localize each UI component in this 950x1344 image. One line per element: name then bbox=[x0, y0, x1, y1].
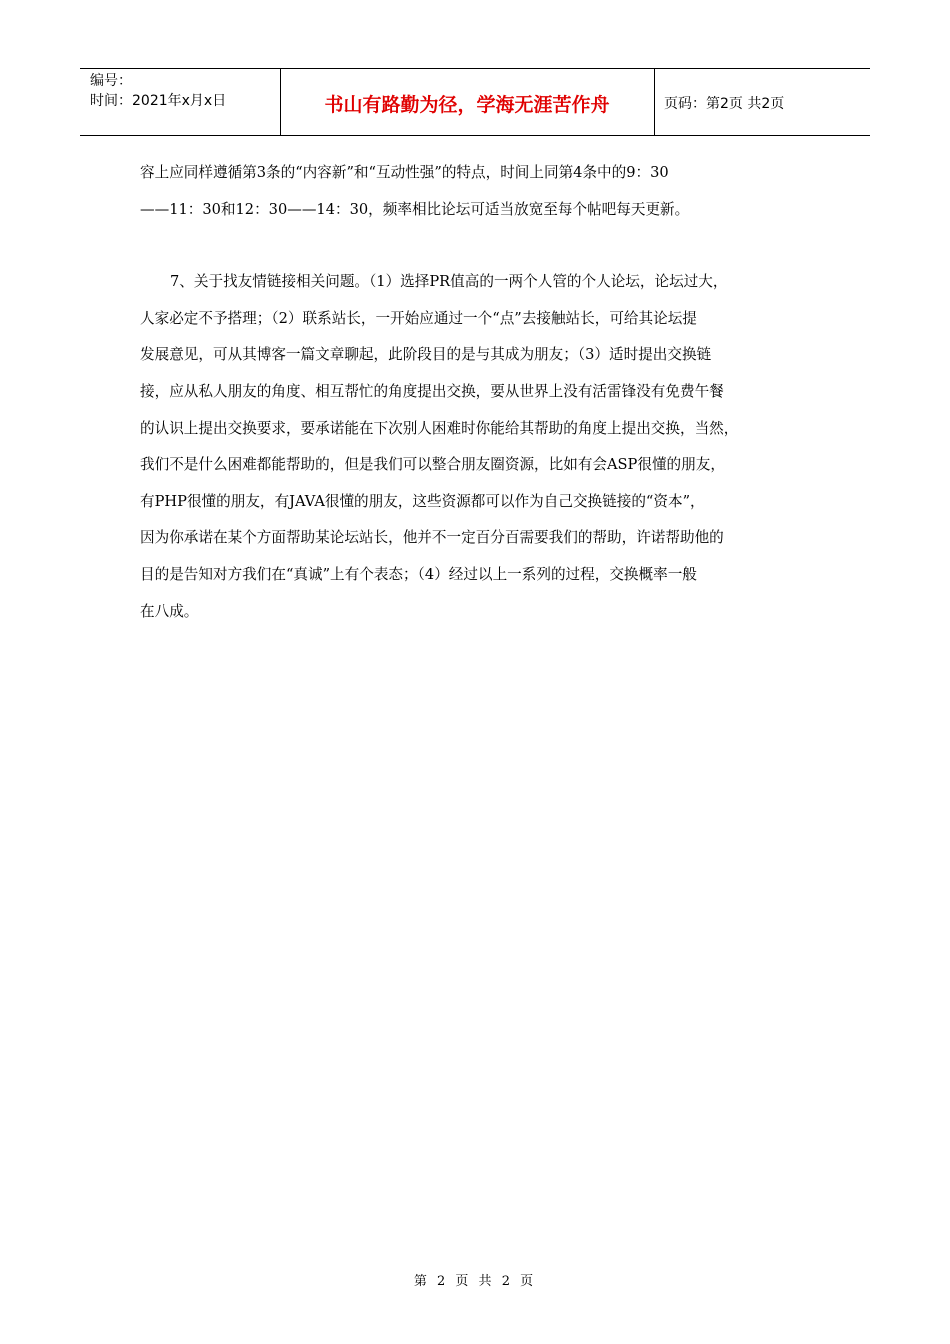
header-page-info: 页码：第2页 共2页 bbox=[664, 96, 785, 112]
text-line: 我们不是什么困难都能帮助的，但是我们可以整合朋友圈资源，比如有会ASP很懂的朋友， bbox=[140, 456, 725, 474]
header-meta bbox=[90, 71, 226, 111]
paragraph-continued bbox=[140, 155, 820, 228]
text-line: 发展意见，可从其博客一篇文章聊起，此阶段目的是与其成为朋友；（3）适时提出交换链 bbox=[140, 346, 712, 364]
text-line: 在八成。 bbox=[140, 602, 199, 620]
text-line: 7、关于找友情链接相关问题。（1）选择PR值高的一两个人管的个人论坛，论坛过大， bbox=[170, 273, 728, 291]
document-time-label: 时间：2021年x月x日 bbox=[90, 93, 227, 109]
document-body bbox=[140, 155, 820, 630]
text-line: 人家必定不予搭理；（2）联系站长，一开始应通过一个“点”去接触站长，可给其论坛提 bbox=[140, 309, 697, 327]
text-line: 容上应同样遵循第3条的“内容新”和“互动性强”的特点，时间上同第4条中的9：30 bbox=[140, 164, 669, 181]
paragraph-spacer bbox=[140, 228, 820, 264]
page-footer: 第 2 页 共 2 页 bbox=[413, 1274, 537, 1289]
header-divider-right bbox=[654, 69, 655, 135]
paragraph-friend-links bbox=[140, 264, 820, 630]
page-header bbox=[80, 68, 870, 136]
document-number-label: 编号： bbox=[90, 73, 132, 89]
text-line: ——11：30和12：30——14：30，频率相比论坛可适当放宽至每个帖吧每天更新。 bbox=[140, 200, 690, 218]
text-line: 有PHP很懂的朋友，有JAVA很懂的朋友，这些资源都可以作为自己交换链接的“资本”， bbox=[140, 492, 705, 510]
header-motto: 书山有路勤为径，学海无涯苦作舟 bbox=[324, 93, 610, 116]
text-line: 目的是告知对方我们在“真诚”上有个表态；（4）经过以上一系列的过程，交换概率一般 bbox=[140, 565, 697, 583]
text-line: 的认识上提出交换要求，要承诺能在下次别人困难时你能给其帮助的角度上提出交换，当然， bbox=[140, 419, 739, 437]
text-line: 接，应从私人朋友的角度、相互帮忙的角度提出交换，要从世界上没有活雷锋没有免费午餐 bbox=[140, 382, 724, 400]
text-line: 因为你承诺在某个方面帮助某论坛站长，他并不一定百分百需要我们的帮助，许诺帮助他的 bbox=[140, 529, 724, 547]
